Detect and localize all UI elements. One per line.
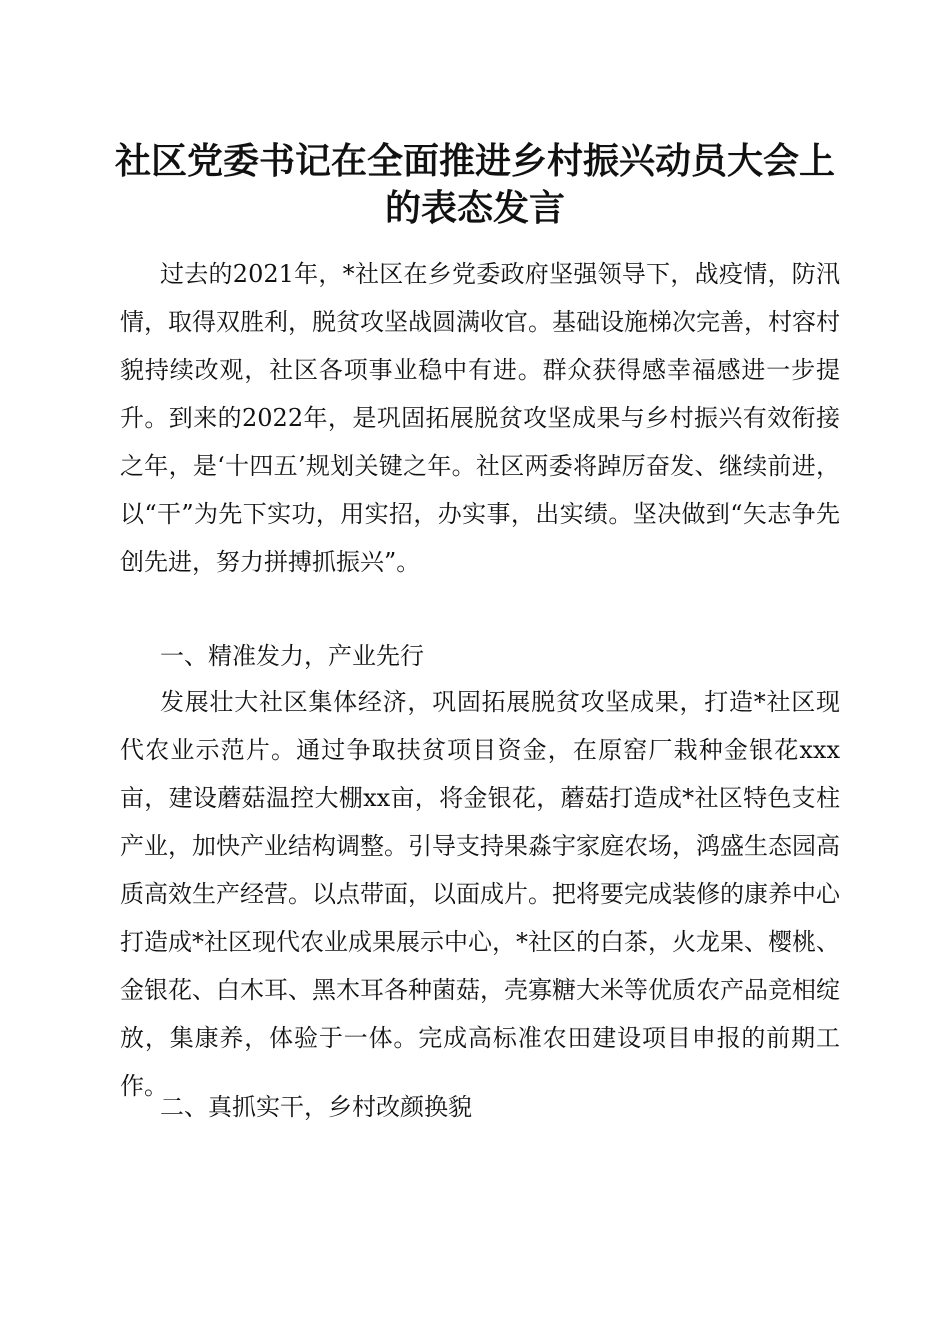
- document-title-line-2: 的表态发言: [384, 187, 565, 229]
- section-heading-1: 一、精准发力，产业先行: [160, 642, 424, 670]
- document-title-line-1: 社区党委书记在全面推进乡村振兴动员大会上: [114, 140, 835, 182]
- section-heading-2: 二、真抓实干，乡村改颜换貌: [160, 1093, 472, 1121]
- intro-paragraph: 过去的2021年，*社区在乡党委政府坚强领导下，战疫情，防汛情，取得双胜利，脱贫攻坚战圆满收官。基础设施梯次完善，村容村貌持续改观，社区各项事业稳中有进。群众获得感幸福感进一步提升。到来的2022年，是巩固拓展脱贫攻坚成果与乡村振兴有效衔接之年，是‘十四五’规划关键之年。社区两委将踔厉奋发、继续前进，以“干”为先下实功，用实招，办实事，出实绩。坚决做到“矢志争先创先进，努力拼搏抓振兴”。: [120, 260, 840, 576]
- section-1-paragraph: 发展壮大社区集体经济，巩固拓展脱贫攻坚成果，打造*社区现代农业示范片。通过争取扶贫项目资金，在原窑厂栽种金银花xxx亩，建设蘑菇温控大棚xx亩，将金银花，蘑菇打造成*社区特色支柱产业，加快产业结构调整。引导支持果淼宇家庭农场，鸿盛生态园高质高效生产经营。以点带面，以面成片。把将要完成装修的康养中心打造成*社区现代农业成果展示中心，*社区的白茶，火龙果、樱桃、金银花、白木耳、黑木耳各种菌菇，壳寡糖大米等优质农产品竞相绽放，集康养，体验于一体。完成高标准农田建设项目申报的前期工作。: [120, 688, 840, 1100]
